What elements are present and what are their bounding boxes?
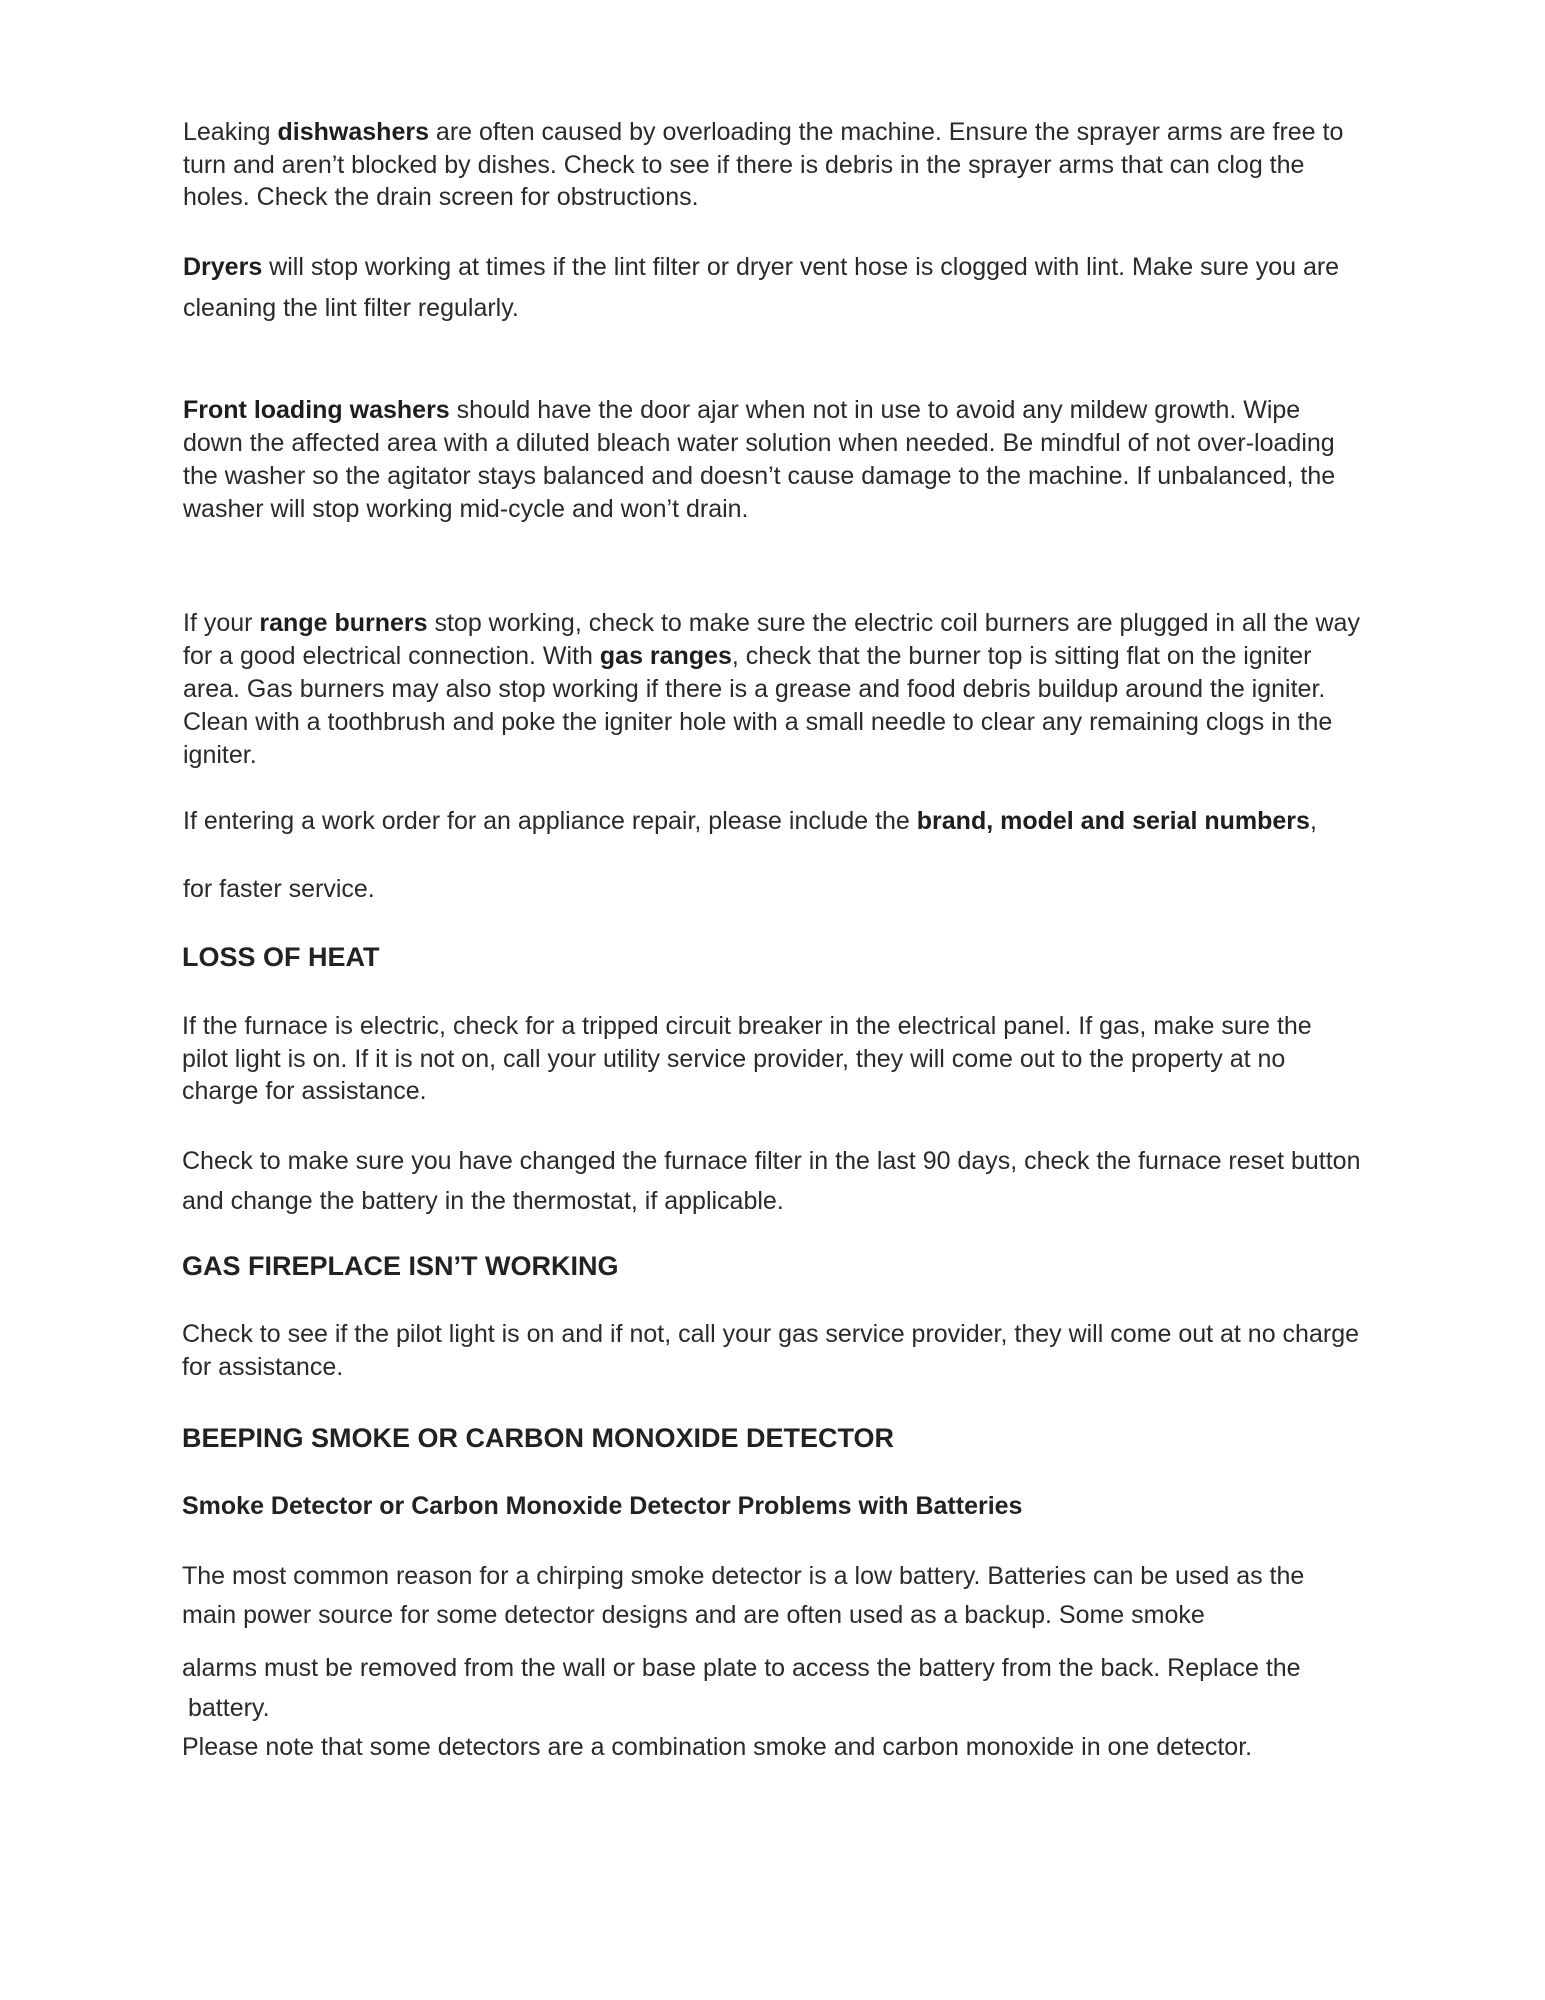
detector-paragraph-1: The most common reason for a chirping smoke detector is a low battery. Batteries can be used as the main power source for some detector designs and are often used as a backup. Some smoke: [182, 1562, 1305, 1629]
loss-of-heat-heading: LOSS OF HEAT: [182, 942, 380, 972]
loss-of-heat-paragraph-1: If the furnace is electric, check for a tripped circuit breaker in the electrical panel. If gas, make sure the pilot light is on. If it is not on, call your utility service provider, they will come out to the property at no charge for assistance.: [182, 1012, 1312, 1105]
detector-paragraph-2-continued: battery.: [188, 1694, 270, 1722]
bold-term: gas ranges: [599, 642, 732, 670]
text-run: stop working, check to make sure the electric coil burners are plugged in all the way for a good electrical connection. With: [183, 609, 1360, 670]
loss-of-heat-paragraph-2: Check to make sure you have changed the furnace filter in the last 90 days, check the furnace reset button and change the battery in the thermostat, if applicable.: [182, 1147, 1361, 1215]
bold-term: brand, model and serial numbers: [916, 807, 1310, 835]
text-run: Leaking: [183, 118, 278, 146]
ranges-paragraph: [183, 607, 1363, 772]
bold-term: dishwashers: [277, 118, 429, 146]
washers-paragraph: [183, 394, 1363, 526]
detector-subheading: Smoke Detector or Carbon Monoxide Detector Problems with Batteries: [182, 1492, 1023, 1520]
work-order-paragraph: [183, 805, 1363, 838]
detector-paragraph-2: alarms must be removed from the wall or base plate to access the battery from the back. Replace the: [182, 1654, 1301, 1682]
detector-paragraph-3: Please note that some detectors are a combination smoke and carbon monoxide in one detector.: [182, 1733, 1253, 1761]
text-run: If your: [183, 609, 260, 637]
faster-service-line: for faster service.: [183, 875, 375, 903]
bold-term: Front loading washers: [183, 396, 450, 424]
fireplace-paragraph: Check to see if the pilot light is on and if not, call your gas service provider, they will come out at no charge for assistance.: [182, 1320, 1360, 1381]
detector-heading: BEEPING SMOKE OR CARBON MONOXIDE DETECTOR: [182, 1423, 895, 1453]
text-run: should have the door ajar when not in use to avoid any mildew growth. Wipe down the affected area with a diluted bleach water solution when needed. Be mindful of not over-loading the washer so the agitator stays balanced and doesn’t cause damage to the machine. If unbalanced, the washer will stop working mid-cycle and won’t drain.: [183, 396, 1336, 523]
bold-term: Dryers: [183, 253, 263, 281]
text-run: are often caused by overloading the machine. Ensure the sprayer arms are free to turn and aren’t blocked by dishes. Check to see if there is debris in the sprayer arms that can clog the holes. Check the drain screen for obstructions.: [183, 118, 1344, 211]
text-run: If entering a work order for an appliance repair, please include the: [183, 807, 917, 835]
dryers-paragraph: [183, 247, 1363, 329]
bold-term: range burners: [259, 609, 428, 637]
text-run: , check that the burner top is sitting flat on the igniter area. Gas burners may also stop working if there is a grease and food debris buildup around the igniter. Clean with a toothbrush and poke the igniter hole with a small needle to clear any remaining clogs in the igniter.: [183, 642, 1333, 769]
fireplace-heading: GAS FIREPLACE ISN’T WORKING: [182, 1251, 619, 1281]
text-run: ,: [1309, 807, 1317, 835]
dishwashers-paragraph: [183, 116, 1363, 214]
text-run: will stop working at times if the lint filter or dryer vent hose is clogged with lint. Make sure you are cleaning the lint filter regularly.: [183, 253, 1340, 322]
